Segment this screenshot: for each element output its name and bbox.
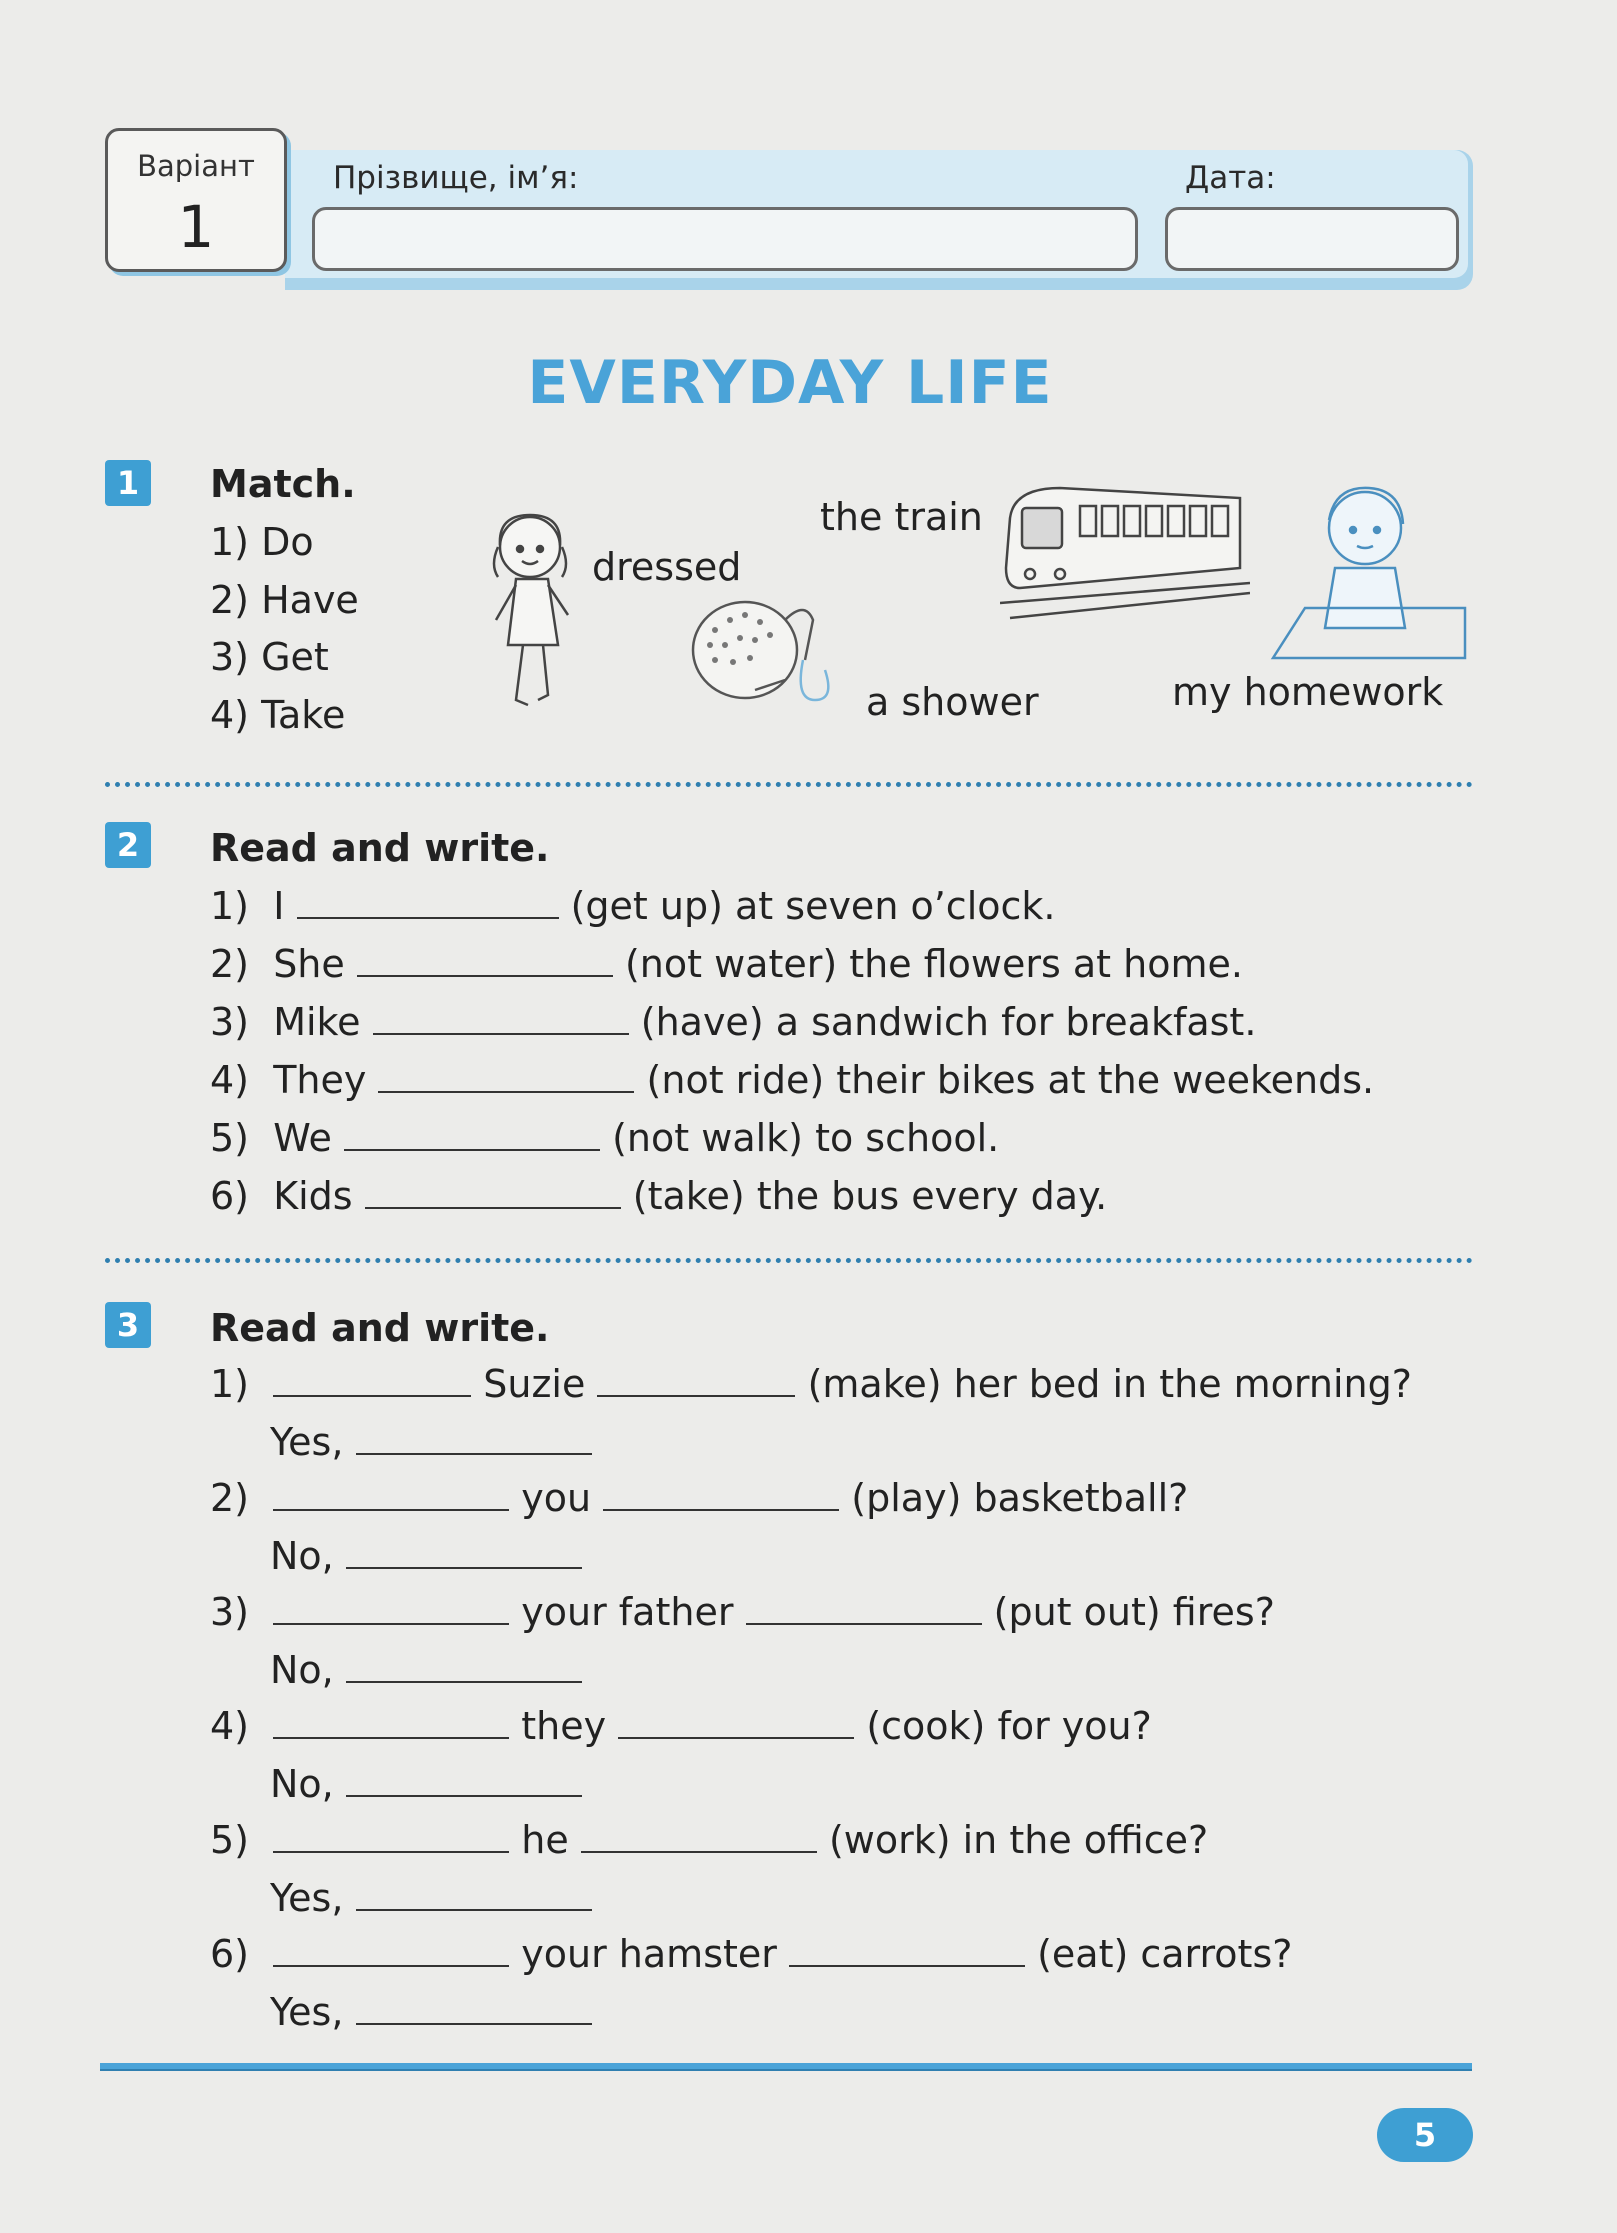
date-label: Дата: [1185, 160, 1276, 196]
item-hint: (work) in the office? [828, 1818, 1209, 1862]
answer-blank[interactable] [746, 1593, 982, 1625]
exercise-3-answer [270, 1420, 592, 1464]
item-number: 5) [210, 1818, 250, 1862]
item-subject: they [521, 1704, 607, 1748]
item-hint: (not water) the flowers at home. [624, 942, 1243, 986]
variant-number: 1 [177, 193, 215, 261]
page-number: 5 [1377, 2108, 1473, 2162]
exercise-2-item [210, 1000, 1256, 1044]
page-title: EVERYDAY LIFE [527, 348, 1053, 418]
date-field[interactable] [1165, 207, 1459, 271]
exercise-2-item [210, 1116, 999, 1160]
answer-blank[interactable] [789, 1935, 1025, 1967]
item-subject: She [273, 942, 345, 986]
answer-blank[interactable] [297, 887, 559, 919]
item-subject: Mike [273, 1000, 361, 1044]
exercise-2-item [210, 942, 1243, 986]
answer-blank[interactable] [344, 1119, 600, 1151]
item-hint: (get up) at seven o’clock. [570, 884, 1056, 928]
exercise-3-question [210, 1476, 1188, 1520]
exercise-3-question [210, 1818, 1208, 1862]
item-subject: We [273, 1116, 332, 1160]
exercise-1-title: Match. [210, 462, 356, 506]
item-subject: I [273, 884, 285, 928]
answer-blank[interactable] [373, 1003, 629, 1035]
boy-homework-icon [1265, 478, 1475, 668]
answer-blank[interactable] [356, 1993, 592, 2025]
answer-blank[interactable] [597, 1365, 795, 1397]
item-number: 5) [210, 1116, 250, 1160]
answer-blank[interactable] [356, 1423, 592, 1455]
answer-blank[interactable] [273, 1707, 509, 1739]
item-number: 2) [210, 1476, 250, 1520]
item-number: 3) [210, 1590, 250, 1634]
item-number: 1) [210, 884, 250, 928]
exercise-3-answer [270, 1990, 592, 2034]
answer-blank[interactable] [273, 1821, 509, 1853]
answer-blank[interactable] [357, 945, 613, 977]
item-number: 2) [210, 942, 250, 986]
answer-word: Yes, [270, 1420, 344, 1464]
answer-blank[interactable] [273, 1593, 509, 1625]
item-subject: your father [521, 1590, 734, 1634]
answer-blank[interactable] [273, 1935, 509, 1967]
phrase-shower: a shower [866, 680, 1039, 724]
answer-word: No, [270, 1648, 334, 1692]
item-number: 1) [210, 1362, 250, 1406]
exercise-3-number: 3 [105, 1302, 151, 1348]
answer-word: No, [270, 1534, 334, 1578]
bottom-rule [100, 2063, 1472, 2071]
item-number: 3) [210, 1000, 250, 1044]
answer-blank[interactable] [603, 1479, 839, 1511]
answer-word: Yes, [270, 1990, 344, 2034]
exercise-3-answer [270, 1534, 582, 1578]
exercise-3-question [210, 1932, 1292, 1976]
exercise-3-question [210, 1704, 1152, 1748]
answer-blank[interactable] [346, 1651, 582, 1683]
item-hint: (play) basketball? [851, 1476, 1189, 1520]
item-subject: he [521, 1818, 569, 1862]
exercise-2-number: 2 [105, 822, 151, 868]
shower-icon [685, 590, 865, 730]
answer-blank[interactable] [273, 1479, 509, 1511]
item-hint: (make) her bed in the morning? [807, 1362, 1412, 1406]
item-subject: They [273, 1058, 367, 1102]
item-hint: (put out) fires? [993, 1590, 1275, 1634]
item-number: 4) [210, 1704, 250, 1748]
exercise-2-title: Read and write. [210, 826, 550, 870]
exercise-2-item [210, 884, 1055, 928]
answer-blank[interactable] [273, 1365, 471, 1397]
answer-blank[interactable] [581, 1821, 817, 1853]
item-subject: Kids [273, 1174, 353, 1218]
phrase-dressed: dressed [592, 545, 742, 589]
answer-blank[interactable] [346, 1537, 582, 1569]
answer-word: No, [270, 1762, 334, 1806]
exercise-2-item [210, 1058, 1374, 1102]
exercise-3-answer [270, 1876, 592, 1920]
item-hint: (have) a sandwich for breakfast. [640, 1000, 1257, 1044]
exercise-3-question [210, 1590, 1275, 1634]
train-icon [1000, 478, 1250, 628]
variant-box [105, 128, 287, 272]
exercise-3-answer [270, 1648, 582, 1692]
item-subject: Suzie [483, 1362, 586, 1406]
item-hint: (take) the bus every day. [632, 1174, 1108, 1218]
match-item: 3) Get [210, 635, 329, 679]
exercise-3-question [210, 1362, 1412, 1406]
name-label: Прізвище, ім’я: [333, 160, 579, 196]
item-hint: (not walk) to school. [612, 1116, 1000, 1160]
match-item: 2) Have [210, 578, 359, 622]
item-number: 6) [210, 1932, 250, 1976]
exercise-1-number: 1 [105, 460, 151, 506]
item-hint: (cook) for you? [866, 1704, 1152, 1748]
answer-blank[interactable] [356, 1879, 592, 1911]
item-subject: you [521, 1476, 592, 1520]
item-hint: (eat) carrots? [1037, 1932, 1293, 1976]
exercise-3-title: Read and write. [210, 1306, 550, 1350]
item-number: 4) [210, 1058, 250, 1102]
divider [105, 782, 1473, 787]
name-field[interactable] [312, 207, 1138, 271]
answer-word: Yes, [270, 1876, 344, 1920]
answer-blank[interactable] [346, 1765, 582, 1797]
phrase-train: the train [820, 495, 983, 539]
phrase-homework: my homework [1172, 670, 1444, 714]
match-item: 1) Do [210, 520, 314, 564]
girl-dressing-icon [468, 505, 598, 725]
exercise-2-item [210, 1174, 1107, 1218]
item-hint: (not ride) their bikes at the weekends. [646, 1058, 1375, 1102]
item-number: 6) [210, 1174, 250, 1218]
match-item: 4) Take [210, 693, 346, 737]
divider [105, 1258, 1473, 1263]
variant-label: Варіант [137, 149, 255, 183]
item-subject: your hamster [521, 1932, 777, 1976]
answer-blank[interactable] [378, 1061, 634, 1093]
answer-blank[interactable] [618, 1707, 854, 1739]
answer-blank[interactable] [365, 1177, 621, 1209]
exercise-3-answer [270, 1762, 582, 1806]
